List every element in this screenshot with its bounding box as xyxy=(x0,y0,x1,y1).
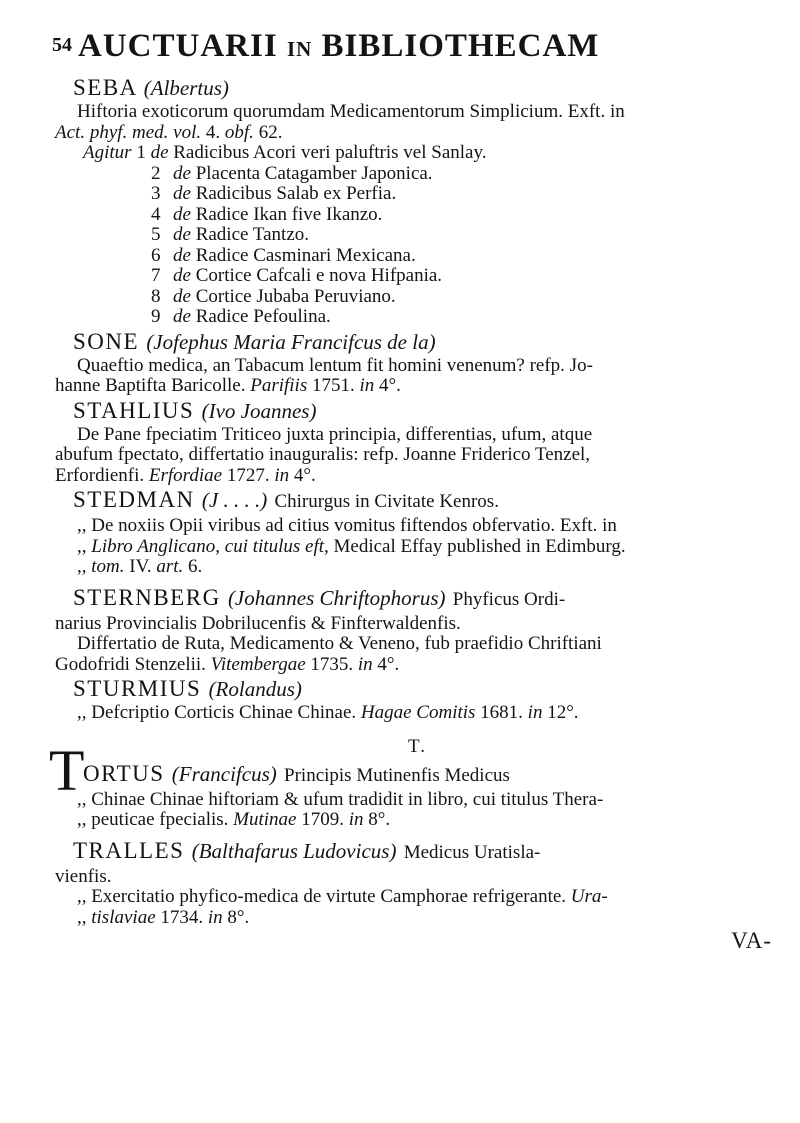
entry-text: ,, Chinae Chinae hiftoriam & ufum tradidit in libro, cui titulus Thera- xyxy=(77,788,604,810)
item-number: 9 xyxy=(151,306,161,327)
item-number: 3 xyxy=(151,183,161,204)
item-number: 1 xyxy=(136,142,146,163)
running-title xyxy=(78,28,599,65)
running-header xyxy=(52,28,760,70)
entry-italic: in xyxy=(274,464,290,486)
entry-italic: tislaviae xyxy=(91,906,156,928)
entry-line xyxy=(55,703,780,724)
entry-text: Hiftoria exoticorum quorumdam Medicamentorum Simplicium. Exft. in xyxy=(77,101,625,122)
entry-line xyxy=(55,537,780,558)
entry-line xyxy=(55,143,780,164)
item-text: Radice Ikan five Ikanzo. xyxy=(195,203,383,225)
entry-text: ,, xyxy=(77,535,92,557)
entry-text: IV. xyxy=(124,556,157,577)
entry-text: 1727. xyxy=(222,464,275,486)
list-item xyxy=(55,164,780,185)
list-item xyxy=(55,184,780,205)
entry-italic: in xyxy=(527,702,543,723)
entry-line xyxy=(55,376,780,397)
item-de: de xyxy=(173,183,191,204)
catalogue-entry xyxy=(49,737,780,831)
item-text: Cortice Jubaba Peruviano. xyxy=(195,285,396,307)
entry-line xyxy=(55,810,780,831)
page-number: 54 xyxy=(52,34,72,56)
entry-text: ,, xyxy=(77,556,92,577)
item-number: 8 xyxy=(151,285,161,307)
entry-line xyxy=(55,557,780,578)
item-text: Radice Tantzo. xyxy=(195,224,310,245)
entry-heading xyxy=(55,837,780,867)
catchword: VA- xyxy=(731,928,772,953)
entry-italic: Hagae Comitis xyxy=(360,702,476,723)
entry-text: narius Provincialis Dobrilucenfis & Finfterwaldenfis. xyxy=(55,612,461,634)
entry-text: 8°. xyxy=(222,906,250,928)
entry-text: De Pane fpeciatim Triticeo juxta principia, differentias, ufum, atque xyxy=(77,423,593,445)
catalogue-entry xyxy=(55,837,780,929)
entry-heading xyxy=(55,486,780,516)
catalogue-entry xyxy=(55,397,780,487)
item-text: Radicibus Acori veri paluftris vel Sanlay. xyxy=(173,142,487,163)
item-de: de xyxy=(173,285,191,307)
list-item xyxy=(55,266,780,287)
item-number: 7 xyxy=(151,265,161,286)
author-surname: TRALLES xyxy=(73,837,185,863)
entry-italic: Ura- xyxy=(570,886,608,907)
catalogue-entry xyxy=(55,675,780,724)
author-surname: STEDMAN xyxy=(73,487,195,512)
item-number: 4 xyxy=(151,203,161,225)
entry-line xyxy=(55,867,780,888)
author-given-name: (Albertus) xyxy=(143,76,229,100)
list-item xyxy=(55,225,780,246)
entry-line xyxy=(55,445,780,466)
entry-text: 4°. xyxy=(374,375,401,396)
entry-heading xyxy=(55,584,780,614)
list-item xyxy=(55,287,780,308)
entry-text: ,, De noxiis Opii viribus ad citius vomitus fiftendos obfervatio. Exft. in xyxy=(77,515,617,536)
item-de: de xyxy=(150,142,169,163)
author-description: Principis Mutinenfis Medicus xyxy=(284,764,510,786)
entry-line xyxy=(55,887,780,908)
running-title-end: BIBLIOTHECAM xyxy=(321,28,600,64)
entry-italic: in xyxy=(357,653,373,675)
author-given-name: (Ivo Joannes) xyxy=(201,398,317,423)
author-given-name: (J . . . .) xyxy=(201,488,268,512)
author-given-name: (Francifcus) xyxy=(171,761,277,786)
item-de: de xyxy=(173,162,191,184)
entry-text: 4°. xyxy=(289,464,316,486)
entry-text: 1681. xyxy=(475,702,528,723)
entry-text: Erfordienfi. xyxy=(55,464,149,486)
list-item xyxy=(55,246,780,267)
entry-text: 4°. xyxy=(372,653,400,675)
list-item xyxy=(55,307,780,328)
item-de: de xyxy=(173,224,191,245)
entry-heading xyxy=(55,675,780,703)
author-surname: STAHLIUS xyxy=(73,397,195,423)
author-surname: ORTUS xyxy=(83,760,165,786)
entry-text: ,, Exercitatio phyfico-medica de virtute Camphorae refrigerante. xyxy=(77,886,571,907)
author-surname: STURMIUS xyxy=(73,676,202,701)
list-item xyxy=(55,205,780,226)
entry-italic: Libro Anglicano, cui titulus eft, xyxy=(91,535,329,557)
entry-text: vienfis. xyxy=(55,865,112,887)
entry-italic: Mutinae xyxy=(233,809,297,830)
author-given-name: (Jofephus Maria Francifcus de la) xyxy=(146,329,436,354)
entry-heading xyxy=(55,328,780,356)
catalogue-entry xyxy=(55,486,780,578)
item-de: de xyxy=(173,306,191,327)
author-description: Medicus Uratisla- xyxy=(403,841,541,863)
entry-text: 6. xyxy=(183,556,203,577)
author-given-name: (Balthafarus Ludovicus) xyxy=(191,838,397,863)
running-title-small: IN xyxy=(286,37,313,61)
entry-text: 4. xyxy=(201,121,225,143)
entry-italic: in xyxy=(207,906,223,928)
entry-line xyxy=(55,356,780,377)
entry-text: ,, Defcriptio Corticis Chinae Chinae. xyxy=(77,702,361,723)
entry-italic: obf. xyxy=(224,121,254,143)
item-text: Radicibus Salab ex Perfia. xyxy=(195,183,397,204)
entry-text: 1709. xyxy=(296,809,349,830)
entry-line xyxy=(55,102,780,123)
item-text: Placenta Catagamber Japonica. xyxy=(195,162,433,184)
section-letter: T. xyxy=(408,735,427,757)
running-title-main: AUCTUARII xyxy=(78,28,278,64)
author-surname: SEBA xyxy=(73,75,137,100)
entry-italic: Vitembergae xyxy=(210,653,306,675)
entry-italic: art. xyxy=(156,556,184,577)
entry-line xyxy=(55,614,780,635)
author-surname: STERNBERG xyxy=(73,584,221,610)
entry-line xyxy=(55,908,780,929)
entry-text: 1735. xyxy=(305,653,358,675)
entry-line xyxy=(55,634,780,655)
entry-heading xyxy=(55,74,780,102)
item-de: de xyxy=(173,265,191,286)
item-number: 6 xyxy=(151,244,161,266)
entry-text: 12°. xyxy=(542,702,579,723)
entry-italic: tom. xyxy=(91,556,125,577)
entry-intro: Agitur xyxy=(83,142,132,163)
entry-heading xyxy=(55,397,780,425)
entry-text: ,, xyxy=(77,906,92,928)
entry-text: ,, peuticae fpecialis. xyxy=(77,809,234,830)
entry-text: hanne Baptifta Baricolle. xyxy=(55,375,251,396)
entry-line xyxy=(55,516,780,537)
item-text: Cortice Cafcali e nova Hifpania. xyxy=(195,265,443,286)
entry-text: Quaeftio medica, an Tabacum lentum fit homini venenum? refp. Jo- xyxy=(77,354,593,376)
entry-text: abufum fpectato, differtatio inauguralis: refp. Joanne Friderico Tenzel, xyxy=(55,444,591,465)
entry-italic: Parifiis xyxy=(250,375,308,396)
entry-italic: in xyxy=(359,375,375,396)
item-text: Radice Casminari Mexicana. xyxy=(195,244,416,266)
catalogue-entry xyxy=(55,328,780,397)
catalogue-entry xyxy=(55,584,780,676)
entry-line xyxy=(55,466,780,487)
entry-text: Differtatio de Ruta, Medicamento & Veneno, fub praefidio Chriftiani xyxy=(77,633,602,654)
item-de: de xyxy=(173,244,191,266)
catalogue-body xyxy=(49,74,780,954)
entry-text: 1734. xyxy=(155,906,208,928)
entry-text: Godofridi Stenzelii. xyxy=(55,653,211,675)
item-number: 2 xyxy=(151,162,161,184)
entry-text: 1751. xyxy=(307,375,360,396)
entry-italic: in xyxy=(348,809,364,830)
item-text: Radice Pefoulina. xyxy=(195,306,331,327)
entry-italic: Act. phyf. med. vol. xyxy=(55,121,202,143)
entry-text: 8°. xyxy=(363,809,391,830)
entry-text: Medical Effay published in Edimburg. xyxy=(328,535,626,557)
entry-line xyxy=(55,123,780,144)
author-given-name: (Johannes Chriftophorus) xyxy=(227,585,446,610)
entry-italic: Erfordiae xyxy=(148,464,223,486)
entry-line xyxy=(55,425,780,446)
author-description: Phyficus Ordi- xyxy=(452,588,566,610)
entry-line xyxy=(55,655,780,676)
entry-line xyxy=(55,790,780,811)
entry-text: 62. xyxy=(253,121,283,143)
drop-cap: T xyxy=(49,737,86,803)
catalogue-entry xyxy=(55,74,780,328)
author-surname: SONE xyxy=(73,328,140,354)
item-number: 5 xyxy=(151,224,161,245)
author-description: Chirurgus in Civitate Kenros. xyxy=(274,491,499,512)
author-given-name: (Rolandus) xyxy=(208,677,302,701)
item-de: de xyxy=(173,203,191,225)
